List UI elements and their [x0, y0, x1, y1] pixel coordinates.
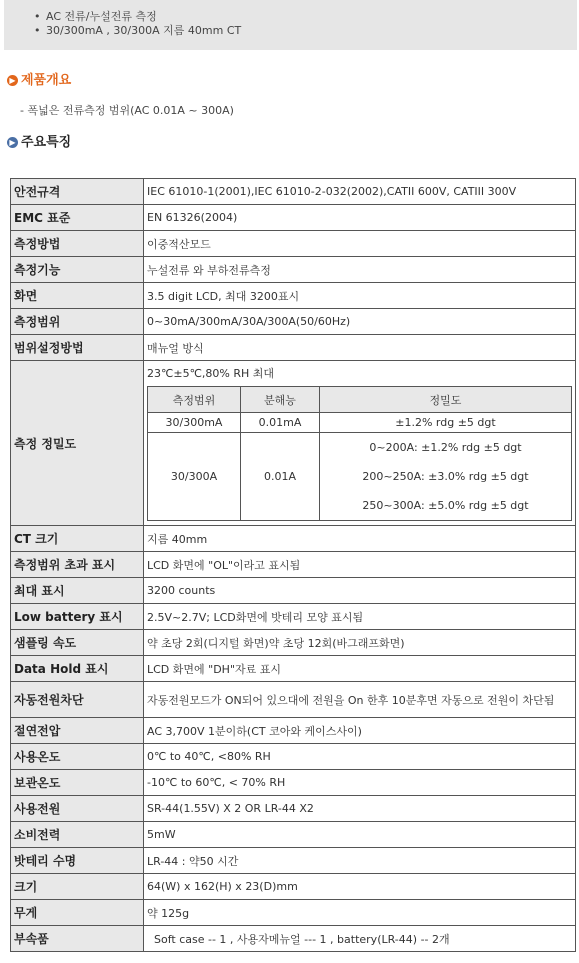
- spec-row: [11, 874, 576, 900]
- accuracy-value: ±1.2% rdg ±5 dgt: [320, 413, 572, 433]
- accuracy-header: 측정범위: [148, 387, 241, 413]
- spec-value: SR-44(1.55V) X 2 OR LR-44 X2: [144, 796, 576, 822]
- spec-row: [11, 231, 576, 257]
- accuracy-condition: 23℃±5℃,80% RH 최대: [147, 367, 275, 380]
- header-bullet: • 30/300mA , 30/300A 지름 40mm CT: [34, 24, 242, 37]
- spec-value: 약 125g: [144, 900, 576, 926]
- spec-label: 안전규격: [11, 179, 144, 205]
- spec-row: [11, 604, 576, 630]
- accuracy-resolution: 0.01A: [241, 433, 320, 521]
- spec-label: 샘플링 속도: [11, 630, 144, 656]
- spec-label: 밧테리 수명: [11, 848, 144, 874]
- spec-row: [11, 552, 576, 578]
- overview-text: - 폭넓은 전류측정 범위(AC 0.01A ~ 300A): [20, 104, 234, 117]
- spec-label: 보관온도: [11, 770, 144, 796]
- spec-row: [11, 682, 576, 718]
- section-title-overview: ▶ 제품개요: [7, 69, 71, 88]
- spec-value: 0℃ to 40℃, <80% RH: [144, 744, 576, 770]
- chevron-right-icon: ▶: [7, 137, 18, 148]
- spec-row: [11, 309, 576, 335]
- accuracy-range: 30/300A: [148, 433, 241, 521]
- accuracy-cell: [144, 361, 576, 526]
- spec-label: 최대 표시: [11, 578, 144, 604]
- accuracy-header: 분해능: [241, 387, 320, 413]
- spec-row: [11, 744, 576, 770]
- spec-label: CT 크기: [11, 526, 144, 552]
- spec-row-accuracy: [11, 361, 576, 526]
- spec-value: LCD 화면에 "OL"이라고 표시됨: [144, 552, 576, 578]
- spec-label: 소비전력: [11, 822, 144, 848]
- spec-label: 측정범위: [11, 309, 144, 335]
- spec-row: [11, 770, 576, 796]
- spec-value: 약 초당 2회(디지털 화면)약 초당 12회(바그래프화면): [144, 630, 576, 656]
- spec-value: 매뉴얼 방식: [144, 335, 576, 361]
- spec-row: [11, 718, 576, 744]
- spec-row: [11, 822, 576, 848]
- accuracy-table: [147, 386, 572, 521]
- spec-label: 자동전원차단: [11, 682, 144, 718]
- spec-row: [11, 205, 576, 231]
- accuracy-resolution: 0.01mA: [241, 413, 320, 433]
- spec-label: 측정범위 초과 표시: [11, 552, 144, 578]
- spec-value: 자동전원모드가 ON되어 있으대에 전원을 On 한후 10분후면 자동으로 전원이 차단됨: [144, 682, 576, 718]
- accuracy-value: 0~200A: ±1.2% rdg ±5 dgt 200~250A: ±3.0% rdg ±5 dgt 250~300A: ±5.0% rdg ±5 dgt: [320, 433, 572, 521]
- spec-label: 범위설정방법: [11, 335, 144, 361]
- spec-label: 사용전원: [11, 796, 144, 822]
- section-title-features: ▶ 주요특징: [7, 131, 71, 150]
- spec-value: IEC 61010-1(2001),IEC 61010-2-032(2002),CATII 600V, CATIII 300V: [144, 179, 576, 205]
- chevron-right-icon: ▶: [7, 75, 18, 86]
- spec-row: [11, 848, 576, 874]
- spec-label: 측정방법: [11, 231, 144, 257]
- spec-value: LCD 화면에 "DH"자료 표시: [144, 656, 576, 682]
- spec-label: 절연전압: [11, 718, 144, 744]
- spec-label: Data Hold 표시: [11, 656, 144, 682]
- spec-row: [11, 526, 576, 552]
- spec-value: 5mW: [144, 822, 576, 848]
- spec-row: [11, 900, 576, 926]
- spec-row: [11, 578, 576, 604]
- spec-value: EN 61326(2004): [144, 205, 576, 231]
- spec-value: -10℃ to 60℃, < 70% RH: [144, 770, 576, 796]
- spec-value: 3200 counts: [144, 578, 576, 604]
- accuracy-header-row: [148, 387, 572, 413]
- accuracy-row: [148, 413, 572, 433]
- spec-label: EMC 표준: [11, 205, 144, 231]
- spec-label: 크기: [11, 874, 144, 900]
- spec-row: [11, 796, 576, 822]
- spec-label: 화면: [11, 283, 144, 309]
- spec-value: 0~30mA/300mA/30A/300A(50/60Hz): [144, 309, 576, 335]
- spec-label: Low battery 표시: [11, 604, 144, 630]
- spec-row: [11, 630, 576, 656]
- spec-value: LR-44 : 약50 시간: [144, 848, 576, 874]
- spec-label: 측정기능: [11, 257, 144, 283]
- spec-row: [11, 926, 576, 952]
- header-bullet-box: [4, 0, 577, 50]
- spec-label: 사용온도: [11, 744, 144, 770]
- spec-value: 3.5 digit LCD, 최대 3200표시: [144, 283, 576, 309]
- spec-value: 누설전류 와 부하전류측정: [144, 257, 576, 283]
- spec-row: [11, 335, 576, 361]
- spec-label: 부속품: [11, 926, 144, 952]
- spec-row: [11, 656, 576, 682]
- accuracy-header: 정밀도: [320, 387, 572, 413]
- spec-row: [11, 179, 576, 205]
- spec-value: 지름 40mm: [144, 526, 576, 552]
- spec-label: 측정 정밀도: [11, 361, 144, 526]
- spec-value: AC 3,700V 1분이하(CT 코아와 케이스사이): [144, 718, 576, 744]
- spec-value: Soft case -- 1 , 사용자메뉴얼 --- 1 , battery(LR-44) -- 2개: [144, 926, 576, 952]
- spec-label: 무게: [11, 900, 144, 926]
- header-bullet: • AC 전류/누설전류 측정: [34, 10, 157, 23]
- spec-row: [11, 257, 576, 283]
- spec-row: [11, 283, 576, 309]
- accuracy-row: [148, 433, 572, 521]
- spec-table: [10, 178, 576, 952]
- spec-value: 64(W) x 162(H) x 23(D)mm: [144, 874, 576, 900]
- spec-value: 2.5V~2.7V; LCD화면에 밧테리 모양 표시됨: [144, 604, 576, 630]
- spec-value: 이중적산모드: [144, 231, 576, 257]
- accuracy-range: 30/300mA: [148, 413, 241, 433]
